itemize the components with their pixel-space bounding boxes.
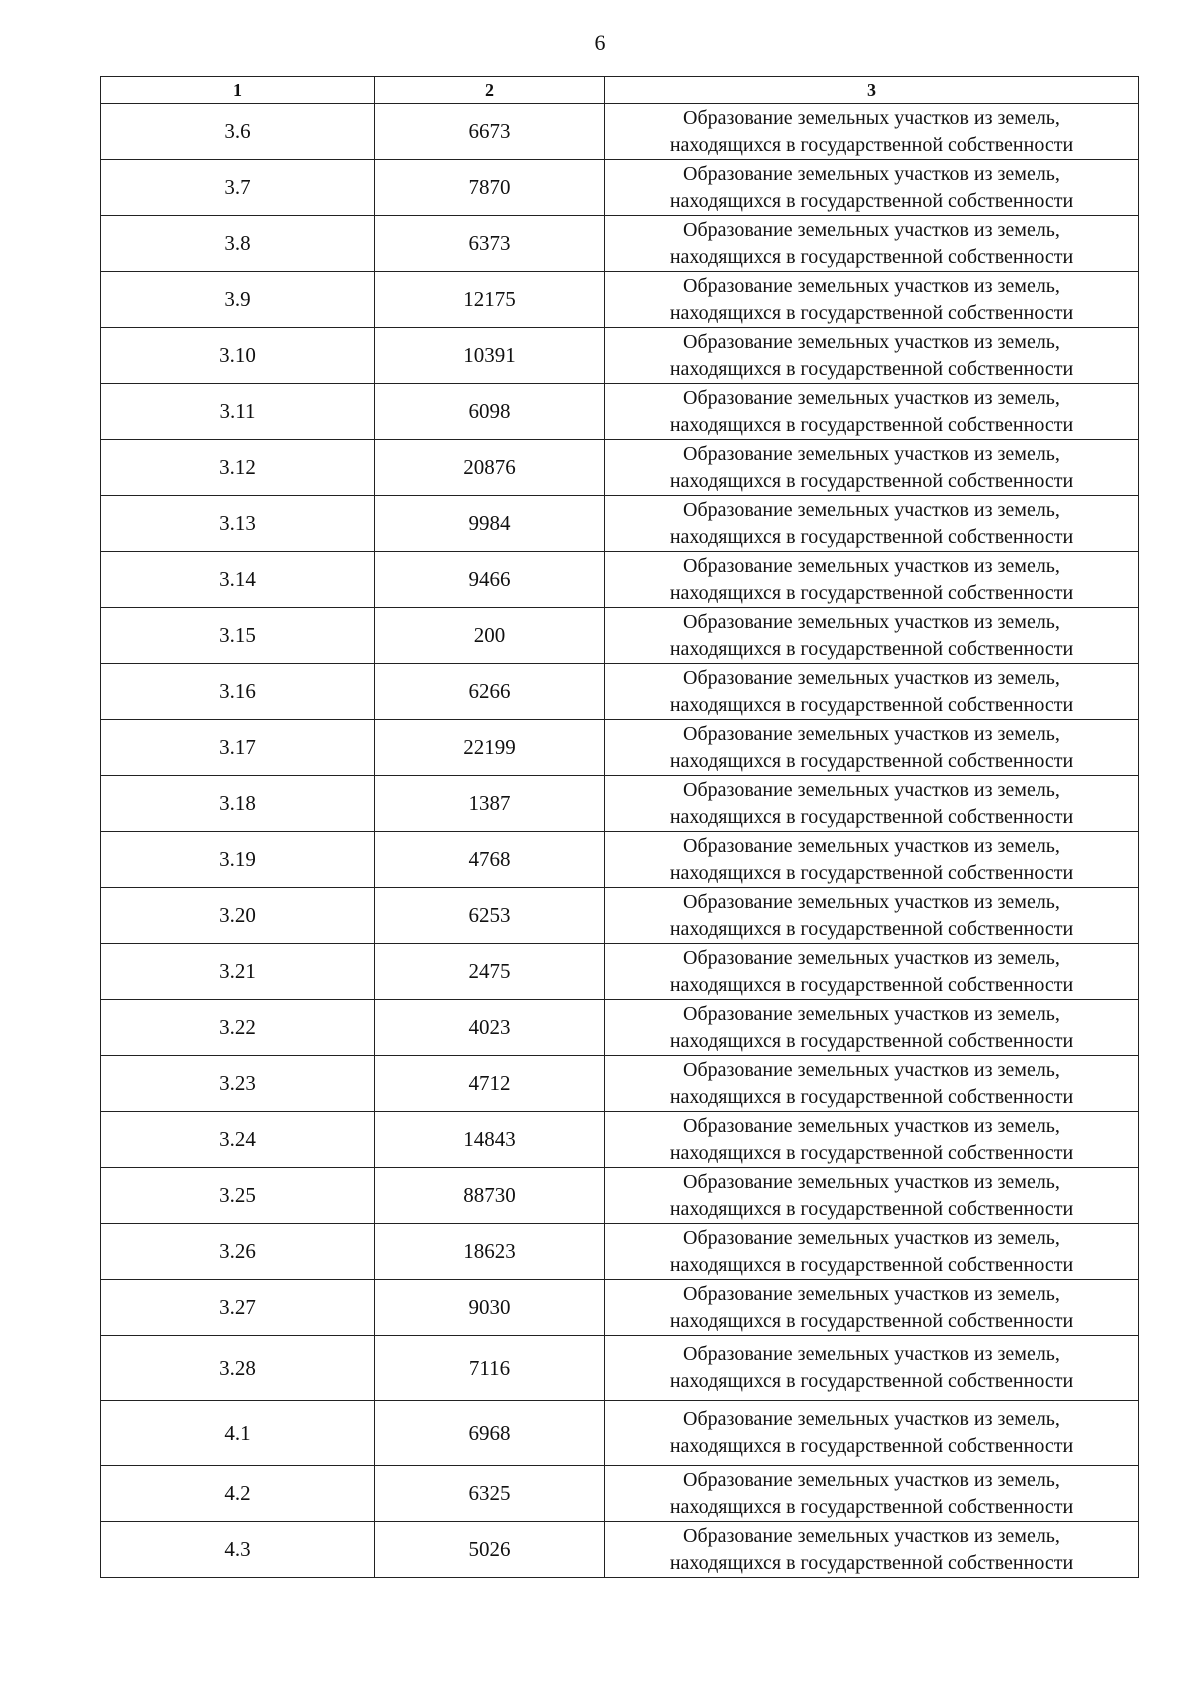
cell-value: 6253 — [375, 888, 605, 944]
table-row — [101, 440, 1139, 496]
description-line-2: находящихся в государственной собственности — [669, 1029, 1074, 1052]
cell-value: 20876 — [375, 440, 605, 496]
cell-description — [605, 1056, 1139, 1112]
table-row — [101, 1168, 1139, 1224]
cell-description — [605, 496, 1139, 552]
cell-number: 3.19 — [101, 832, 375, 888]
cell-number: 3.7 — [101, 160, 375, 216]
description-line-1: Образование земельных участков из земель, — [683, 330, 1060, 353]
cell-number: 3.21 — [101, 944, 375, 1000]
cell-description — [605, 384, 1139, 440]
cell-description — [605, 1168, 1139, 1224]
table-row — [101, 1522, 1139, 1578]
description-line-2: находящихся в государственной собственности — [669, 1370, 1074, 1392]
cell-value: 6266 — [375, 664, 605, 720]
cell-description — [605, 1112, 1139, 1168]
description-line-1: Образование земельных участков из земель, — [683, 1524, 1060, 1547]
cell-value: 1387 — [375, 776, 605, 832]
description-line-1: Образование земельных участков из земель, — [683, 1170, 1060, 1193]
page-number: 6 — [594, 30, 606, 55]
cell-description — [605, 944, 1139, 1000]
description-line-2: находящихся в государственной собственности — [669, 469, 1074, 492]
cell-value: 6325 — [375, 1466, 605, 1522]
description-line-2: находящихся в государственной собственности — [669, 1495, 1074, 1518]
description-line-1: Образование земельных участков из земель, — [683, 722, 1060, 745]
cell-value: 4023 — [375, 1000, 605, 1056]
table-row — [101, 1056, 1139, 1112]
table-row — [101, 1401, 1139, 1466]
cell-number: 3.23 — [101, 1056, 375, 1112]
cell-description — [605, 272, 1139, 328]
cell-description — [605, 720, 1139, 776]
table-row — [101, 104, 1139, 160]
cell-description — [605, 440, 1139, 496]
description-line-2: находящихся в государственной собственности — [669, 917, 1074, 940]
cell-description — [605, 552, 1139, 608]
table-row — [101, 384, 1139, 440]
cell-description — [605, 1280, 1139, 1336]
table-header-row — [101, 77, 1139, 104]
cell-number: 4.3 — [101, 1522, 375, 1578]
cell-description — [605, 888, 1139, 944]
description-line-1: Образование земельных участков из земель, — [683, 218, 1060, 241]
description-line-2: находящихся в государственной собственности — [669, 1141, 1074, 1164]
cell-number: 3.8 — [101, 216, 375, 272]
table-row — [101, 1280, 1139, 1336]
table-row — [101, 608, 1139, 664]
description-line-2: находящихся в государственной собственности — [669, 1197, 1074, 1220]
description-line-1: Образование земельных участков из земель, — [683, 1408, 1060, 1430]
table-row — [101, 1336, 1139, 1401]
description-line-2: находящихся в государственной собственности — [669, 133, 1074, 156]
cell-value: 6098 — [375, 384, 605, 440]
description-line-2: находящихся в государственной собственности — [669, 581, 1074, 604]
table-row — [101, 664, 1139, 720]
cell-description — [605, 776, 1139, 832]
table-row — [101, 328, 1139, 384]
cell-description — [605, 1401, 1139, 1466]
cell-description — [605, 832, 1139, 888]
table-row — [101, 216, 1139, 272]
table-row — [101, 1000, 1139, 1056]
cell-number: 3.24 — [101, 1112, 375, 1168]
column-header-3: 3 — [605, 77, 1139, 104]
cell-value: 9030 — [375, 1280, 605, 1336]
description-line-1: Образование земельных участков из земель, — [683, 778, 1060, 801]
description-line-1: Образование земельных участков из земель, — [683, 554, 1060, 577]
cell-value: 6373 — [375, 216, 605, 272]
table-row — [101, 1224, 1139, 1280]
cell-number: 3.14 — [101, 552, 375, 608]
cell-value: 2475 — [375, 944, 605, 1000]
cell-value: 7116 — [375, 1336, 605, 1401]
cell-number: 3.26 — [101, 1224, 375, 1280]
cell-value: 6968 — [375, 1401, 605, 1466]
table-row — [101, 1112, 1139, 1168]
description-line-1: Образование земельных участков из земель, — [683, 666, 1060, 689]
table-row — [101, 776, 1139, 832]
cell-number: 3.15 — [101, 608, 375, 664]
cell-description — [605, 160, 1139, 216]
cell-value: 22199 — [375, 720, 605, 776]
cell-value: 88730 — [375, 1168, 605, 1224]
cell-description — [605, 1000, 1139, 1056]
cell-number: 3.13 — [101, 496, 375, 552]
cell-number: 3.16 — [101, 664, 375, 720]
description-line-2: находящихся в государственной собственности — [669, 1551, 1074, 1574]
cell-number: 3.27 — [101, 1280, 375, 1336]
cell-value: 6673 — [375, 104, 605, 160]
cell-description — [605, 104, 1139, 160]
table-row — [101, 496, 1139, 552]
cell-description — [605, 1466, 1139, 1522]
cell-value: 5026 — [375, 1522, 605, 1578]
description-line-2: находящихся в государственной собственности — [669, 749, 1074, 772]
description-line-2: находящихся в государственной собственности — [669, 1309, 1074, 1332]
cell-number: 3.11 — [101, 384, 375, 440]
cell-number: 3.10 — [101, 328, 375, 384]
cell-value: 4712 — [375, 1056, 605, 1112]
cell-description — [605, 1522, 1139, 1578]
description-line-2: находящихся в государственной собственности — [669, 189, 1074, 212]
table-row — [101, 832, 1139, 888]
description-line-2: находящихся в государственной собственности — [669, 805, 1074, 828]
description-line-2: находящихся в государственной собственности — [669, 245, 1074, 268]
cell-number: 3.25 — [101, 1168, 375, 1224]
description-line-1: Образование земельных участков из земель, — [683, 1114, 1060, 1137]
description-line-2: находящихся в государственной собственности — [669, 1435, 1074, 1457]
cell-value: 9466 — [375, 552, 605, 608]
table-body — [101, 104, 1139, 1578]
description-line-2: находящихся в государственной собственности — [669, 973, 1074, 996]
cell-number: 3.20 — [101, 888, 375, 944]
cell-number: 3.18 — [101, 776, 375, 832]
description-line-2: находящихся в государственной собственности — [669, 1253, 1074, 1276]
description-line-1: Образование земельных участков из земель, — [683, 946, 1060, 969]
cell-number: 3.12 — [101, 440, 375, 496]
table-row — [101, 720, 1139, 776]
description-line-1: Образование земельных участков из земель, — [683, 890, 1060, 913]
cell-description — [605, 1336, 1139, 1401]
cell-number: 3.22 — [101, 1000, 375, 1056]
land-parcels-table — [100, 76, 1139, 1578]
cell-value: 9984 — [375, 496, 605, 552]
cell-number: 3.17 — [101, 720, 375, 776]
table-row — [101, 552, 1139, 608]
cell-description — [605, 608, 1139, 664]
description-line-2: находящихся в государственной собственности — [669, 357, 1074, 380]
column-header-2: 2 — [375, 77, 605, 104]
description-line-2: находящихся в государственной собственности — [669, 693, 1074, 716]
description-line-2: находящихся в государственной собственности — [669, 861, 1074, 884]
description-line-1: Образование земельных участков из земель, — [683, 162, 1060, 185]
cell-description — [605, 1224, 1139, 1280]
description-line-1: Образование земельных участков из земель, — [683, 834, 1060, 857]
cell-number: 4.1 — [101, 1401, 375, 1466]
description-line-1: Образование земельных участков из земель, — [683, 1468, 1060, 1491]
description-line-1: Образование земельных участков из земель, — [683, 1226, 1060, 1249]
table-row — [101, 160, 1139, 216]
table-row — [101, 1466, 1139, 1522]
table-row — [101, 888, 1139, 944]
cell-value: 18623 — [375, 1224, 605, 1280]
description-line-2: находящихся в государственной собственности — [669, 301, 1074, 324]
cell-description — [605, 216, 1139, 272]
description-line-1: Образование земельных участков из земель, — [683, 1002, 1060, 1025]
description-line-1: Образование земельных участков из земель, — [683, 106, 1060, 129]
description-line-2: находящихся в государственной собственности — [669, 1085, 1074, 1108]
cell-value: 14843 — [375, 1112, 605, 1168]
cell-value: 7870 — [375, 160, 605, 216]
description-line-2: находящихся в государственной собственности — [669, 525, 1074, 548]
table-row — [101, 272, 1139, 328]
description-line-2: находящихся в государственной собственности — [669, 413, 1074, 436]
cell-value: 10391 — [375, 328, 605, 384]
cell-value: 12175 — [375, 272, 605, 328]
cell-value: 4768 — [375, 832, 605, 888]
description-line-1: Образование земельных участков из земель, — [683, 1282, 1060, 1305]
column-header-1: 1 — [101, 77, 375, 104]
cell-value: 200 — [375, 608, 605, 664]
table-row — [101, 944, 1139, 1000]
cell-number: 3.28 — [101, 1336, 375, 1401]
cell-number: 3.9 — [101, 272, 375, 328]
description-line-1: Образование земельных участков из земель, — [683, 498, 1060, 521]
description-line-1: Образование земельных участков из земель, — [683, 442, 1060, 465]
cell-description — [605, 328, 1139, 384]
description-line-1: Образование земельных участков из земель, — [683, 386, 1060, 409]
description-line-1: Образование земельных участков из земель, — [683, 1058, 1060, 1081]
cell-description — [605, 664, 1139, 720]
description-line-1: Образование земельных участков из земель, — [683, 610, 1060, 633]
cell-number: 4.2 — [101, 1466, 375, 1522]
description-line-1: Образование земельных участков из земель, — [683, 274, 1060, 297]
description-line-2: находящихся в государственной собственности — [669, 637, 1074, 660]
cell-number: 3.6 — [101, 104, 375, 160]
description-line-1: Образование земельных участков из земель, — [683, 1343, 1060, 1365]
